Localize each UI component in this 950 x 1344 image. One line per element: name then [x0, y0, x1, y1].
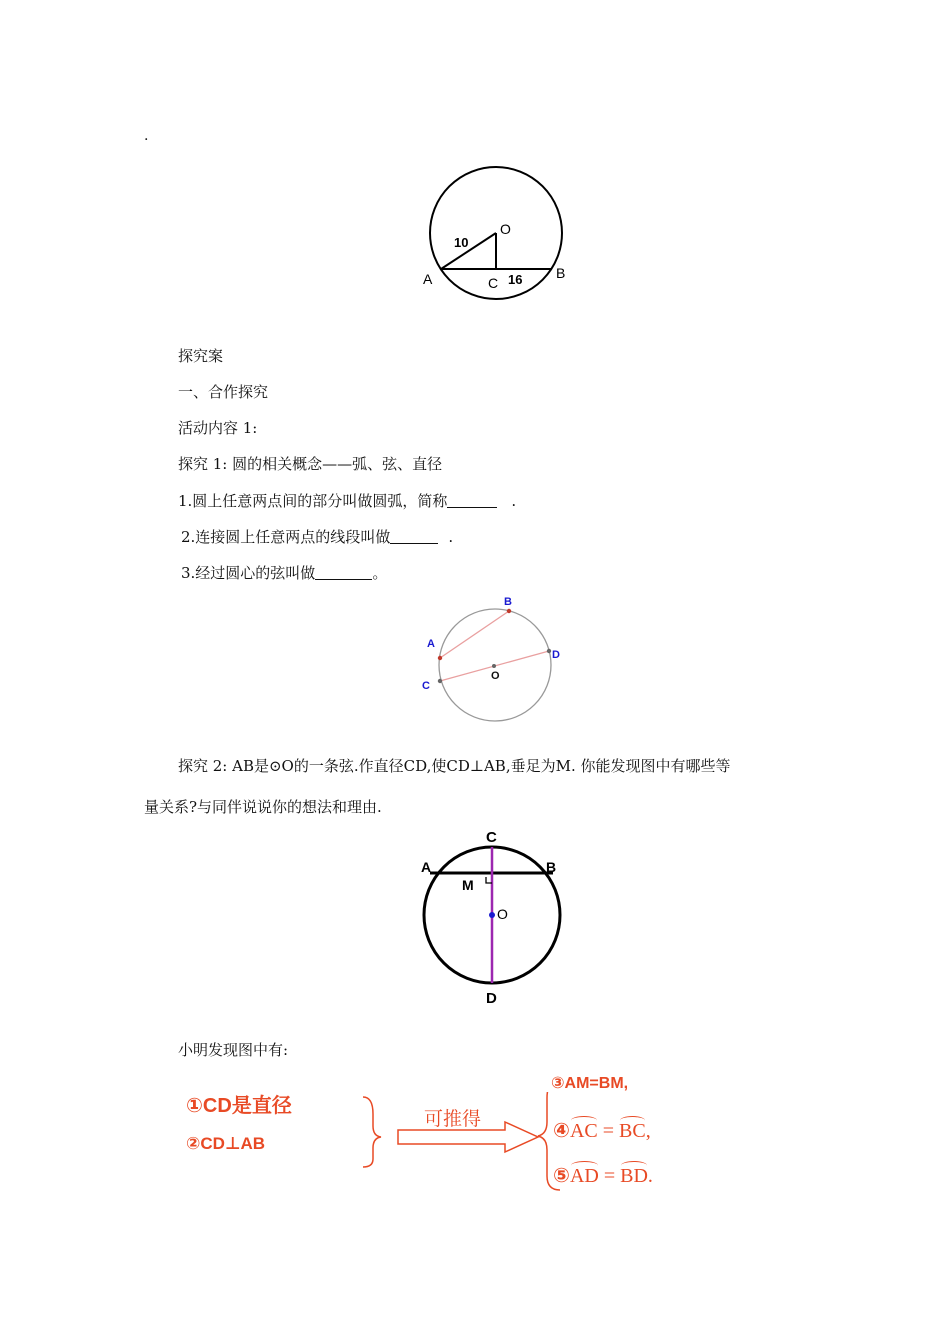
label-b: B	[556, 265, 566, 281]
label-a-3: A	[421, 859, 432, 875]
radius-ao	[441, 233, 496, 269]
premise-1: ①CD是直径	[186, 1095, 292, 1117]
result-3: ③AM=BM,	[551, 1075, 629, 1092]
label-d-2: D	[552, 649, 560, 661]
figure-circle-chord-diameter	[415, 590, 575, 735]
question-3-end: 。	[372, 564, 388, 582]
label-b-2: B	[504, 596, 512, 608]
label-o-2: O	[491, 670, 500, 682]
label-o: O	[500, 221, 511, 237]
explore1-heading: 探究 1: 圆的相关概念——弧、弦、直径	[178, 455, 443, 473]
chord-ab-2	[440, 611, 509, 658]
answer-blank-3[interactable]	[315, 564, 372, 580]
result-5-end: .	[647, 1165, 653, 1187]
result-4-eq: =	[597, 1120, 620, 1142]
label-d-3: D	[486, 990, 497, 1007]
section-title: 探究案	[178, 347, 224, 365]
left-brace	[363, 1097, 381, 1167]
result-4-end: ,	[645, 1120, 651, 1142]
label-c-2: C	[422, 680, 430, 692]
arc-ad: AD	[569, 1165, 599, 1187]
center-o-3	[489, 912, 495, 918]
activity-title: 活动内容 1:	[178, 419, 258, 437]
result-5-eq: =	[598, 1165, 621, 1187]
subsection-title: 一、合作探究	[178, 383, 269, 401]
label-16: 16	[508, 272, 523, 287]
explore2-line2: 量关系?与同伴说说你的想法和理由.	[144, 798, 382, 816]
figure-circle-chord-triangle	[410, 160, 580, 305]
question-2	[181, 527, 453, 547]
explore2-line1: 探究 2: AB是⊙O的一条弦.作直径CD,使CD⊥AB,垂足为M. 你能发现图中有哪些等	[178, 757, 731, 775]
label-a: A	[423, 271, 433, 287]
arc-bc: BC	[619, 1120, 646, 1142]
label-m-3: M	[462, 877, 474, 893]
point-d	[547, 649, 551, 653]
result-5-num: ⑤	[553, 1165, 570, 1187]
answer-blank-1[interactable]	[447, 492, 497, 508]
question-1	[178, 491, 516, 511]
point-b	[507, 609, 511, 613]
result-5	[553, 1163, 653, 1188]
question-2-text: 2.连接圆上任意两点的线段叫做	[181, 528, 391, 546]
label-o-3: O	[497, 906, 508, 922]
premise-2: ②CD⊥AB	[186, 1134, 266, 1153]
top-mark: .	[144, 128, 149, 144]
point-a	[438, 656, 442, 660]
arc-bd: BD	[620, 1165, 648, 1187]
label-c: C	[488, 275, 499, 291]
arc-ac: AC	[569, 1120, 598, 1142]
question-1-text: 1.圆上任意两点间的部分叫做圆弧，简称	[178, 492, 448, 510]
point-c	[438, 679, 442, 683]
label-10: 10	[454, 235, 469, 250]
label-c-3: C	[486, 829, 497, 846]
question-3-text: 3.经过圆心的弦叫做	[181, 564, 316, 582]
answer-blank-2[interactable]	[390, 528, 438, 544]
label-b-3: B	[546, 859, 557, 875]
arrow-label: 可推得	[424, 1108, 482, 1130]
point-o	[492, 664, 496, 668]
label-a-2: A	[427, 638, 435, 650]
question-3	[181, 563, 387, 583]
xiaoming-text: 小明发现图中有:	[178, 1041, 289, 1059]
question-2-end: .	[448, 528, 454, 546]
result-4	[553, 1118, 651, 1143]
result-4-num: ④	[553, 1120, 570, 1142]
figure-perpendicular-diameter	[410, 822, 580, 1010]
question-1-end: .	[511, 492, 517, 510]
